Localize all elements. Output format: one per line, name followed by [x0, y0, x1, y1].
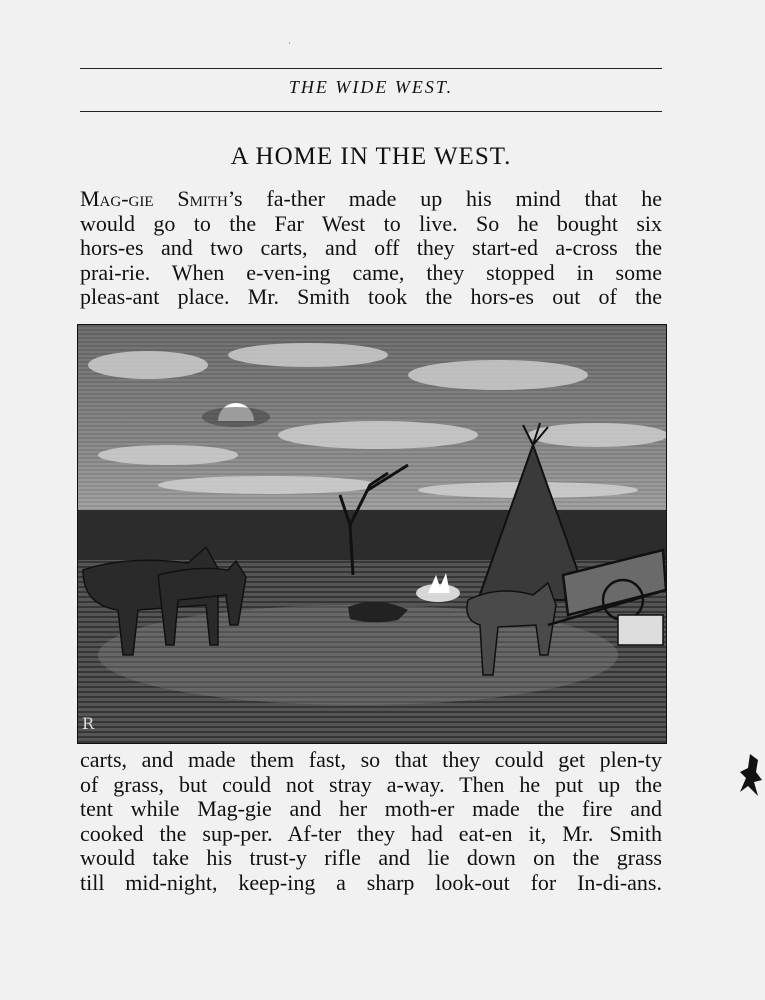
engraving-illustration	[77, 324, 667, 744]
paragraph-line: hors-es and two carts, and off they start-ed a-cross the	[80, 235, 662, 260]
running-head: THE WIDE WEST.	[288, 77, 454, 97]
supply-barrels	[618, 615, 663, 645]
paragraph-line: pleas-ant place. Mr. Smith took the hors-es out of the	[80, 284, 662, 309]
prairie-night-scene	[78, 325, 666, 743]
artist-signature: R	[82, 714, 95, 733]
paragraph-line: prai-rie. When e-ven-ing came, they stopped in some	[80, 259, 662, 285]
lead-small-caps: Mag-gie Smith	[80, 186, 228, 211]
paragraph-intro	[80, 187, 662, 310]
chapter-title: A HOME IN THE WEST.	[230, 143, 512, 170]
page-speck: ·	[288, 38, 291, 48]
margin-insect-icon	[738, 752, 764, 802]
horizon	[78, 510, 666, 560]
paragraph-line: tent while Mag-gie and her moth-er made the fire and	[80, 796, 662, 821]
header-rule-bottom	[80, 111, 662, 112]
line-text: ’s fa-ther made up his mind that he	[227, 186, 663, 211]
paragraph-line	[80, 187, 662, 212]
header-rule-top	[80, 68, 662, 69]
paragraph-line: of grass, but could not stray a-way. Then he put up the	[80, 771, 662, 797]
paragraph-line: would go to the Far West to live. So he bought six	[80, 210, 662, 236]
paragraph-line: cooked the sup-per. Af-ter they had eat-en it, Mr. Smith	[80, 820, 662, 846]
paragraph-line: carts, and made them fast, so that they could get plen-ty	[80, 747, 662, 772]
paragraph-line: till mid-night, keep-ing a sharp look-out for In-di-ans.	[80, 869, 662, 895]
paragraph-line: would take his trust-y rifle and lie down on the grass	[80, 845, 662, 870]
paragraph-continued	[80, 748, 662, 895]
